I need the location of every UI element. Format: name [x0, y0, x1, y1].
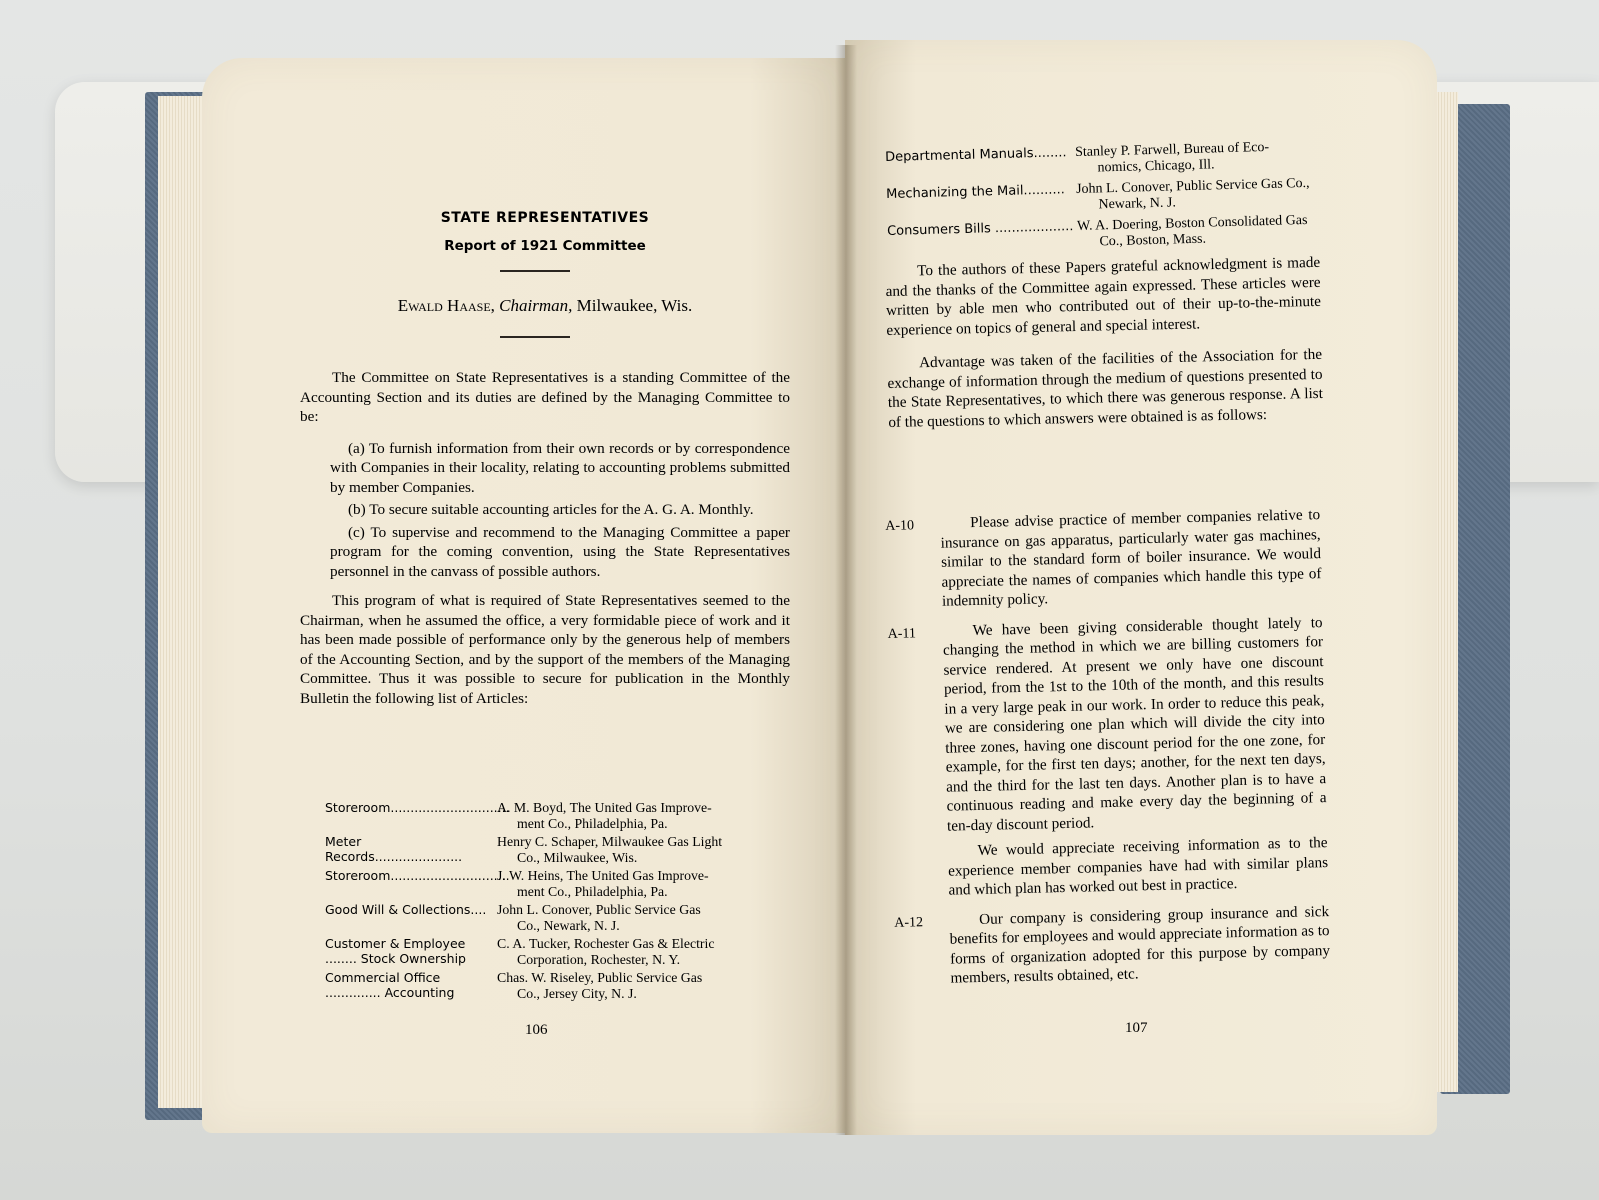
article-author-cont: Co., Jersey City, N. J. — [517, 985, 637, 1001]
question-item — [887, 613, 1328, 902]
acknowledgment-paragraph: To the authors of these Papers grateful acknowledgment is made and the thanks of the Committee again expressed. These articles were written by able men who contributed out of their up-to-the-minute experience on topics of general and special interest. — [885, 253, 1322, 339]
chairman-name: Ewald Haase, — [397, 296, 495, 315]
right-body — [885, 253, 1323, 432]
article-row — [325, 834, 775, 865]
program-paragraph: This program of what is required of State Representatives seemed to the Chairman, when he assumed the office, a very formidable piece of work and it has been made possible of performance only by the generous help of members of the Accounting Section, and by the support of the members of the Managing Committee. Thus it was possible to secure for publication in the Monthly Bulletin the following list of Articles: — [300, 592, 790, 707]
article-row — [325, 800, 775, 831]
duties-list — [300, 439, 790, 582]
article-topic: Commercial Office .............. Accounting — [325, 970, 455, 1000]
page-title: STATE REPRESENTATIVES — [440, 210, 650, 226]
questions-list — [885, 505, 1331, 999]
article-author-cont: ment Co., Philadelphia, Pa. — [517, 883, 668, 899]
left-body — [300, 368, 790, 708]
article-author-cont: Corporation, Rochester, N. Y. — [517, 951, 681, 967]
question-code: A-10 — [885, 518, 915, 534]
duty-item: (a) To furnish information from their own records or by correspondence with Companies in their locality, relating to accounting problems submitted by member Companies. — [330, 439, 790, 496]
article-topic: Meter Records...................... — [325, 834, 463, 864]
advantage-paragraph: Advantage was taken of the facilities of the Association for the exchange of information through the medium of questions presented to the State Representatives, to which there was generous response. A list of the questions to which answers were obtained is as follows: — [887, 345, 1324, 431]
page-subtitle: Report of 1921 Committee — [444, 238, 646, 254]
book-gutter — [835, 45, 857, 1135]
article-row — [325, 936, 775, 967]
article-topic: Storeroom.............................. — [325, 800, 510, 815]
article-topic: Customer & Employee ........ Stock Ownership — [325, 936, 466, 966]
right-articles — [885, 139, 1323, 261]
articles-list — [325, 800, 775, 1004]
article-author-cont: ment Co., Philadelphia, Pa. — [517, 815, 668, 831]
page-number-right: 107 — [1125, 1020, 1148, 1036]
question-code: A-12 — [894, 914, 924, 931]
article-author-cont: Co., Boston, Mass. — [1099, 231, 1207, 249]
article-author-cont: Co., Milwaukee, Wis. — [517, 849, 638, 865]
question-text: Please advise practice of member companies relative to insurance on gas apparatus, particularly water gas machines, similar to the standard form of boiler insurance. We would appreciate the names of companies which handle this type of indemnity policy. — [940, 506, 1322, 610]
divider-rule — [500, 336, 570, 338]
duty-item: (c) To supervise and recommend to the Managing Committee a paper program for the coming convention, using the State Representatives personnel in the canvass of possible authors. — [330, 523, 790, 580]
article-author: Henry C. Schaper, Milwaukee Gas Light — [497, 834, 723, 849]
question-code: A-11 — [887, 625, 917, 642]
article-author: W. A. Doering, Boston Consolidated Gas — [1076, 212, 1308, 234]
article-row — [325, 868, 775, 899]
article-topic: Storeroom.............................. — [325, 868, 510, 883]
intro-paragraph: The Committee on State Representatives is a standing Committee of the Accounting Section and its duties are defined by the Managing Committee to be: — [300, 369, 790, 425]
article-author: A. M. Boyd, The United Gas Improve- — [497, 800, 712, 815]
article-author: Stanley P. Farwell, Bureau of Eco- — [1074, 139, 1270, 161]
page-number-left: 106 — [525, 1022, 548, 1038]
article-row — [886, 176, 1322, 218]
article-row — [325, 902, 775, 933]
chairman-role: Chairman, — [499, 296, 573, 315]
article-author-cont: Co., Newark, N. J. — [517, 917, 620, 933]
article-topic: Departmental Manuals........ — [885, 145, 1067, 165]
article-author-cont: nomics, Chicago, Ill. — [1097, 156, 1215, 175]
article-topic: Good Will & Collections.... — [325, 902, 487, 917]
divider-rule — [500, 270, 570, 272]
article-author: Chas. W. Riseley, Public Service Gas — [497, 970, 703, 985]
question-text: Our company is considering group insurance and sick benefits for employees and would appreciate information as to forms of organization adopted for this purpose by company members, results obtained, etc. — [949, 902, 1331, 987]
article-author: C. A. Tucker, Rochester Gas & Electric — [497, 936, 715, 951]
question-text: We would appreciate receiving information as to the experience member companies have had with similar plans and which plan has worked out best in practice. — [947, 834, 1329, 899]
chairman-location: Milwaukee, Wis. — [576, 296, 693, 315]
article-row — [325, 970, 775, 1001]
article-author-cont: Newark, N. J. — [1098, 194, 1177, 212]
article-row — [887, 213, 1323, 255]
article-author: John L. Conover, Public Service Gas Co., — [1075, 175, 1310, 198]
chairman-line — [300, 296, 790, 316]
duty-item: (b) To secure suitable accounting articles for the A. G. A. Monthly. — [348, 501, 754, 518]
article-author: J. W. Heins, The United Gas Improve- — [497, 868, 709, 883]
article-topic: Mechanizing the Mail.......... — [885, 182, 1065, 202]
article-author: John L. Conover, Public Service Gas — [497, 902, 701, 917]
question-item — [894, 902, 1331, 990]
question-text: We have been giving considerable thought lately to changing the method in which we are billing customers for service rendered. At present we only have one discount period, from the 1st to the 10th of the month, and this results in a very large peak in our work. In order to reduce this peak, we are considering one plan which will divide the city into three zones, having one discount period for the one zone, for example, for the first ten days; another, for the next ten days, and the third for the last ten days. Another plan is to have a continuous reading and make every day the beginning of a ten-day discount period. — [942, 613, 1327, 835]
article-topic: Consumers Bills ................... — [886, 219, 1074, 239]
question-item — [885, 505, 1322, 612]
